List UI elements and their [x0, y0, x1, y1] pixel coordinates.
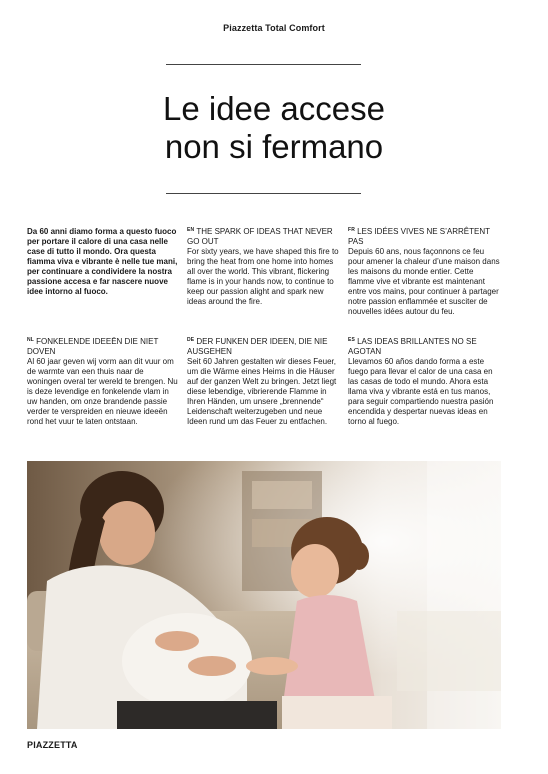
column-english — [187, 225, 339, 307]
spanish-heading-text: LAS IDEAS BRILLANTES NO SE AGOTAN — [348, 337, 477, 356]
italian-body: Da 60 anni diamo forma a questo fuoco per portare il calore di una casa nelle case di tutto il mondo. Ora questa fiamma viva e vibrante è nelle tue mani, per continuare a condividere la nostra passione accesa e far nascere nuove idee intorno al fuoco. — [27, 227, 178, 296]
column-german — [187, 335, 339, 427]
dutch-body: Al 60 jaar geven wij vorm aan dit vuur om de warmte van een thuis naar de woningen overal ter wereld te brengen. Nu is deze levendige en fonkelende vlam in uw handen, om onze brandende passie verder te verspreiden en nieuwe ideeën rond het vuur te laten ontstaan. — [27, 357, 178, 426]
column-italian — [27, 227, 179, 297]
english-heading — [187, 225, 339, 247]
french-heading-text: LES IDÉES VIVES NE S’ARRÊTENT PAS — [348, 227, 490, 246]
title-line-2: non si fermano — [164, 128, 384, 165]
english-heading-text: THE SPARK OF IDEAS THAT NEVER GO OUT — [187, 227, 333, 246]
column-french — [348, 225, 500, 317]
column-spanish — [348, 335, 500, 427]
german-body: Seit 60 Jahren gestalten wir dieses Feuer, um die Wärme eines Heims in die Häuser auf der ganzen Welt zu bringen. Jetzt liegt diese lebendige, vibrierende Flamme in Ihren Händen, um unsere „brennende“ Leidenschaft weiterzugeben und neue Ideen rund um das Feuer zu entfachen. — [187, 357, 337, 426]
footer-brand: PIAZZETTA — [27, 740, 78, 750]
spanish-heading — [348, 335, 500, 357]
english-body: For sixty years, we have shaped this fire to bring the heat from one home into homes all over the world. This vibrant, flickering flame is in your hands now, to continue to keep our passion alight and spark new ideas around the fire. — [187, 247, 339, 306]
bottom-divider — [166, 193, 361, 194]
column-dutch — [27, 335, 179, 427]
dutch-heading — [27, 335, 179, 357]
dutch-heading-text: FONKELENDE IDEEËN DIE NIET DOVEN — [27, 337, 159, 356]
page-title — [0, 90, 548, 166]
english-code: EN — [187, 227, 195, 233]
spanish-body: Llevamos 60 años dando forma a este fuego para llevar el calor de una casa en las casas de todo el mundo. Ahora esta llama viva y vibrante está en tus manos, para seguir compartiendo nuestra pasión encendida y despertar nuevas ideas en torno al fuego. — [348, 357, 494, 426]
dutch-code: NL — [27, 337, 35, 343]
spanish-code: ES — [348, 337, 356, 343]
title-line-1: Le idee accese — [163, 90, 385, 127]
family-photo — [27, 461, 501, 729]
german-heading-text: DER FUNKEN DER IDEEN, DIE NIE AUSGEHEN — [187, 337, 328, 356]
brand-header: Piazzetta Total Comfort — [223, 23, 325, 33]
french-body: Depuis 60 ans, nous façonnons ce feu pour amener la chaleur d’une maison dans les maisons du monde entier. Cette flamme vive et vibrante est maintenant entre vos mains, pour continuer à partager notre passion enflammée et susciter de nouvelles idées autour du feu. — [348, 247, 500, 316]
french-heading — [348, 225, 500, 247]
french-code: FR — [348, 227, 356, 233]
german-heading — [187, 335, 339, 357]
german-code: DE — [187, 337, 195, 343]
top-divider — [166, 64, 361, 65]
